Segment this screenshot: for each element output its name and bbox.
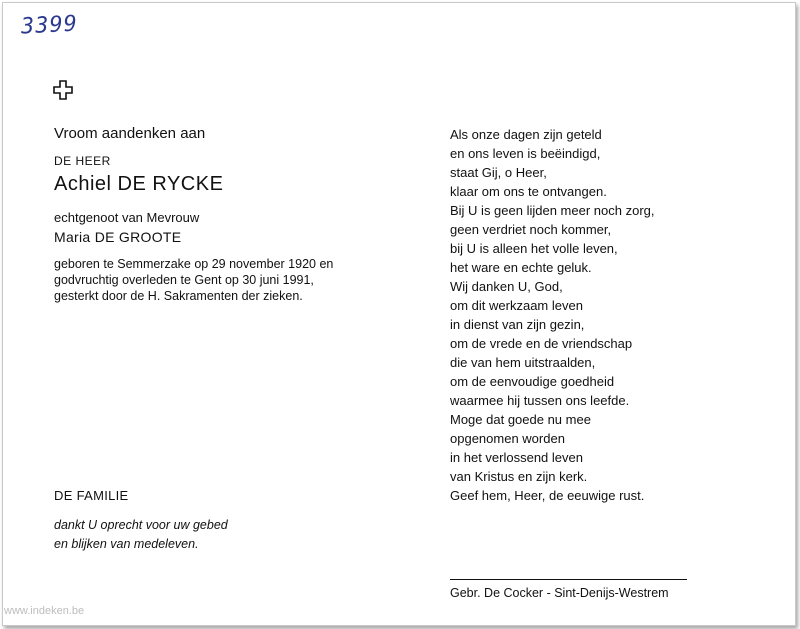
divider-line	[450, 579, 687, 580]
spouse-name: Maria DE GROOTE	[54, 229, 182, 245]
poem-line: Moge dat goede nu mee	[450, 412, 591, 427]
poem-line: van Kristus en zijn kerk.	[450, 469, 588, 484]
poem-line: staat Gij, o Heer,	[450, 165, 547, 180]
poem-line: bij U is alleen het volle leven,	[450, 241, 618, 256]
poem-line: geen verdriet noch kommer,	[450, 222, 612, 237]
poem-line: klaar om ons te ontvangen.	[450, 184, 607, 199]
poem-line: Wij danken U, God,	[450, 279, 563, 294]
handwritten-number: 3399	[20, 11, 79, 40]
thanks-line: dankt U oprecht voor uw gebed	[54, 518, 228, 532]
poem-line: Geef hem, Heer, de eeuwige rust.	[450, 488, 645, 503]
poem-line: in dienst van zijn gezin,	[450, 317, 585, 332]
cross-icon	[53, 80, 73, 100]
printer-credit: Gebr. De Cocker - Sint-Denijs-Westrem	[450, 586, 669, 600]
deceased-name: Achiel DE RYCKE	[54, 173, 224, 195]
family-label: DE FAMILIE	[54, 488, 129, 503]
poem-line: Als onze dagen zijn geteld	[450, 127, 602, 142]
bio-line: geboren te Semmerzake op 29 november 1920 en	[54, 257, 334, 271]
watermark: www.indeken.be	[4, 605, 85, 617]
poem-line: om de eenvoudige goedheid	[450, 374, 615, 389]
thanks-line: en blijken van medeleven.	[54, 537, 199, 551]
poem-line: waarmee hij tussen ons leefde.	[450, 393, 630, 408]
poem-line: Bij U is geen lijden meer noch zorg,	[450, 203, 655, 218]
honorific: DE HEER	[54, 154, 111, 168]
spouse-label: echtgenoot van Mevrouw	[54, 210, 200, 225]
bio-line: godvruchtig overleden te Gent op 30 juni 1991,	[54, 273, 314, 287]
poem-line: om de vrede en de vriendschap	[450, 336, 633, 351]
poem-line: in het verlossend leven	[450, 450, 583, 465]
thanks-text	[54, 516, 228, 554]
biography	[54, 256, 333, 304]
bio-line: gesterkt door de H. Sakramenten der zieken.	[54, 289, 303, 303]
poem-line: om dit werkzaam leven	[450, 298, 583, 313]
poem-line: het ware en echte geluk.	[450, 260, 592, 275]
intro-text: Vroom aandenken aan	[54, 125, 206, 142]
poem-line: en ons leven is beëindigd,	[450, 146, 601, 161]
poem	[450, 125, 655, 505]
poem-line: opgenomen worden	[450, 431, 565, 446]
memorial-card	[2, 2, 796, 626]
poem-line: die van hem uitstraalden,	[450, 355, 596, 370]
